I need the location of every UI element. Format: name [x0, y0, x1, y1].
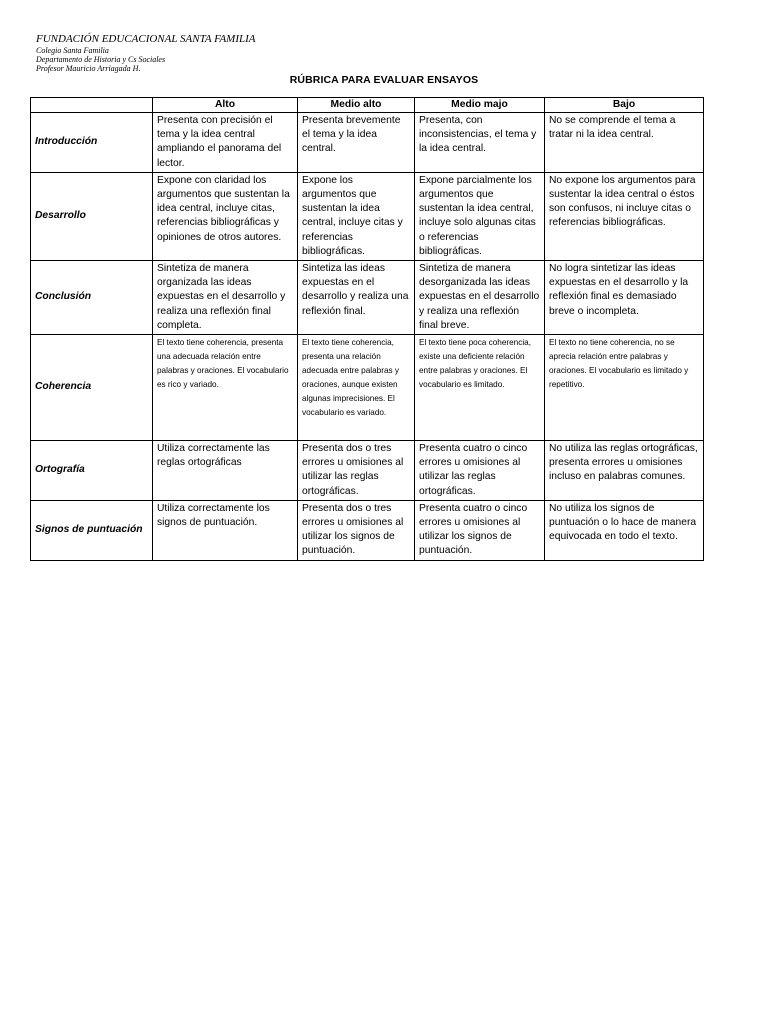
criterion-signos-de-puntuacion: Signos de puntuación	[31, 500, 153, 560]
organization-name: FUNDACIÓN EDUCACIONAL SANTA FAMILIA	[36, 33, 256, 45]
criterion-ortografia: Ortografía	[31, 441, 153, 501]
table-cell: Utiliza correctamente los signos de puntuación.	[153, 500, 298, 560]
column-header-alto: Alto	[153, 98, 298, 113]
column-header-medio-majo: Medio majo	[415, 98, 545, 113]
table-cell: Presenta brevemente el tema y la idea central.	[298, 113, 415, 173]
rubric-table	[30, 97, 704, 561]
criterion-coherencia: Coherencia	[31, 335, 153, 441]
school-name: Colegio Santa Familia	[36, 46, 109, 55]
column-header-medio-alto: Medio alto	[298, 98, 415, 113]
table-cell: Presenta cuatro o cinco errores u omisiones al utilizar los signos de puntuación.	[415, 500, 545, 560]
department-name: Departamento de Historia y Cs Sociales	[36, 55, 166, 64]
table-cell: No expone los argumentos para sustentar la idea central o éstos son confusos, ni incluye citas o referencias bibliográficas.	[545, 172, 704, 260]
table-cell: El texto tiene coherencia, presenta una relación adecuada entre palabras y oraciones, aunque existen algunas imprecisiones. El vocabulario es variado.	[298, 335, 415, 441]
table-cell: No utiliza las reglas ortográficas, presenta errores u omisiones incluso en palabras comunes.	[545, 441, 704, 501]
table-cell: Presenta, con inconsistencias, el tema y la idea central.	[415, 113, 545, 173]
table-row	[31, 172, 704, 260]
table-cell: No se comprende el tema a tratar ni la idea central.	[545, 113, 704, 173]
teacher-name: Profesor Mauricio Arriagada H.	[36, 64, 141, 73]
criterion-conclusion: Conclusión	[31, 261, 153, 335]
table-cell: Sintetiza de manera organizada las ideas expuestas en el desarrollo y realiza una reflexión final completa.	[153, 261, 298, 335]
column-header-bajo: Bajo	[545, 98, 704, 113]
table-cell: Sintetiza de manera desorganizada las ideas expuestas en el desarrollo y realiza una reflexión final breve.	[415, 261, 545, 335]
table-cell: Expone los argumentos que sustentan la idea central, incluye citas y referencias bibliográficas.	[298, 172, 415, 260]
table-cell: Expone parcialmente los argumentos que sustentan la idea central, incluye solo algunas citas o referencias bibliográficas.	[415, 172, 545, 260]
criterion-desarrollo: Desarrollo	[31, 172, 153, 260]
table-row	[31, 335, 704, 441]
criterion-introduccion: Introducción	[31, 113, 153, 173]
table-cell: No utiliza los signos de puntuación o lo hace de manera equivocada en todo el texto.	[545, 500, 704, 560]
table-cell: El texto no tiene coherencia, no se aprecia relación entre palabras y oraciones. El vocabulario es limitado y repetitivo.	[545, 335, 704, 441]
table-cell: Presenta dos o tres errores u omisiones al utilizar las reglas ortográficas.	[298, 441, 415, 501]
document-header	[36, 34, 256, 74]
table-cell: Sintetiza las ideas expuestas en el desarrollo y realiza una reflexión final.	[298, 261, 415, 335]
table-cell: Expone con claridad los argumentos que sustentan la idea central, incluye citas, referencias bibliográficas y opiniones de otros autores.	[153, 172, 298, 260]
rubric-header-row	[31, 98, 704, 113]
table-row	[31, 441, 704, 501]
table-cell: El texto tiene poca coherencia, existe una deficiente relación entre palabras y oraciones. El vocabulario es limitado.	[415, 335, 545, 441]
table-cell: Presenta cuatro o cinco errores u omisiones al utilizar las reglas ortográficas.	[415, 441, 545, 501]
document-title: RÚBRICA PARA EVALUAR ENSAYOS	[289, 74, 479, 86]
column-header-criterion	[31, 98, 153, 113]
table-row	[31, 500, 704, 560]
table-row	[31, 261, 704, 335]
table-cell: El texto tiene coherencia, presenta una adecuada relación entre palabras y oraciones. El vocabulario es rico y variado.	[153, 335, 298, 441]
table-cell: Presenta dos o tres errores u omisiones al utilizar los signos de puntuación.	[298, 500, 415, 560]
table-cell: Presenta con precisión el tema y la idea central ampliando el panorama del lector.	[153, 113, 298, 173]
table-cell: No logra sintetizar las ideas expuestas en el desarrollo y la reflexión final es demasiado breve o incompleta.	[545, 261, 704, 335]
table-row	[31, 113, 704, 173]
table-cell: Utiliza correctamente las reglas ortográficas	[153, 441, 298, 501]
